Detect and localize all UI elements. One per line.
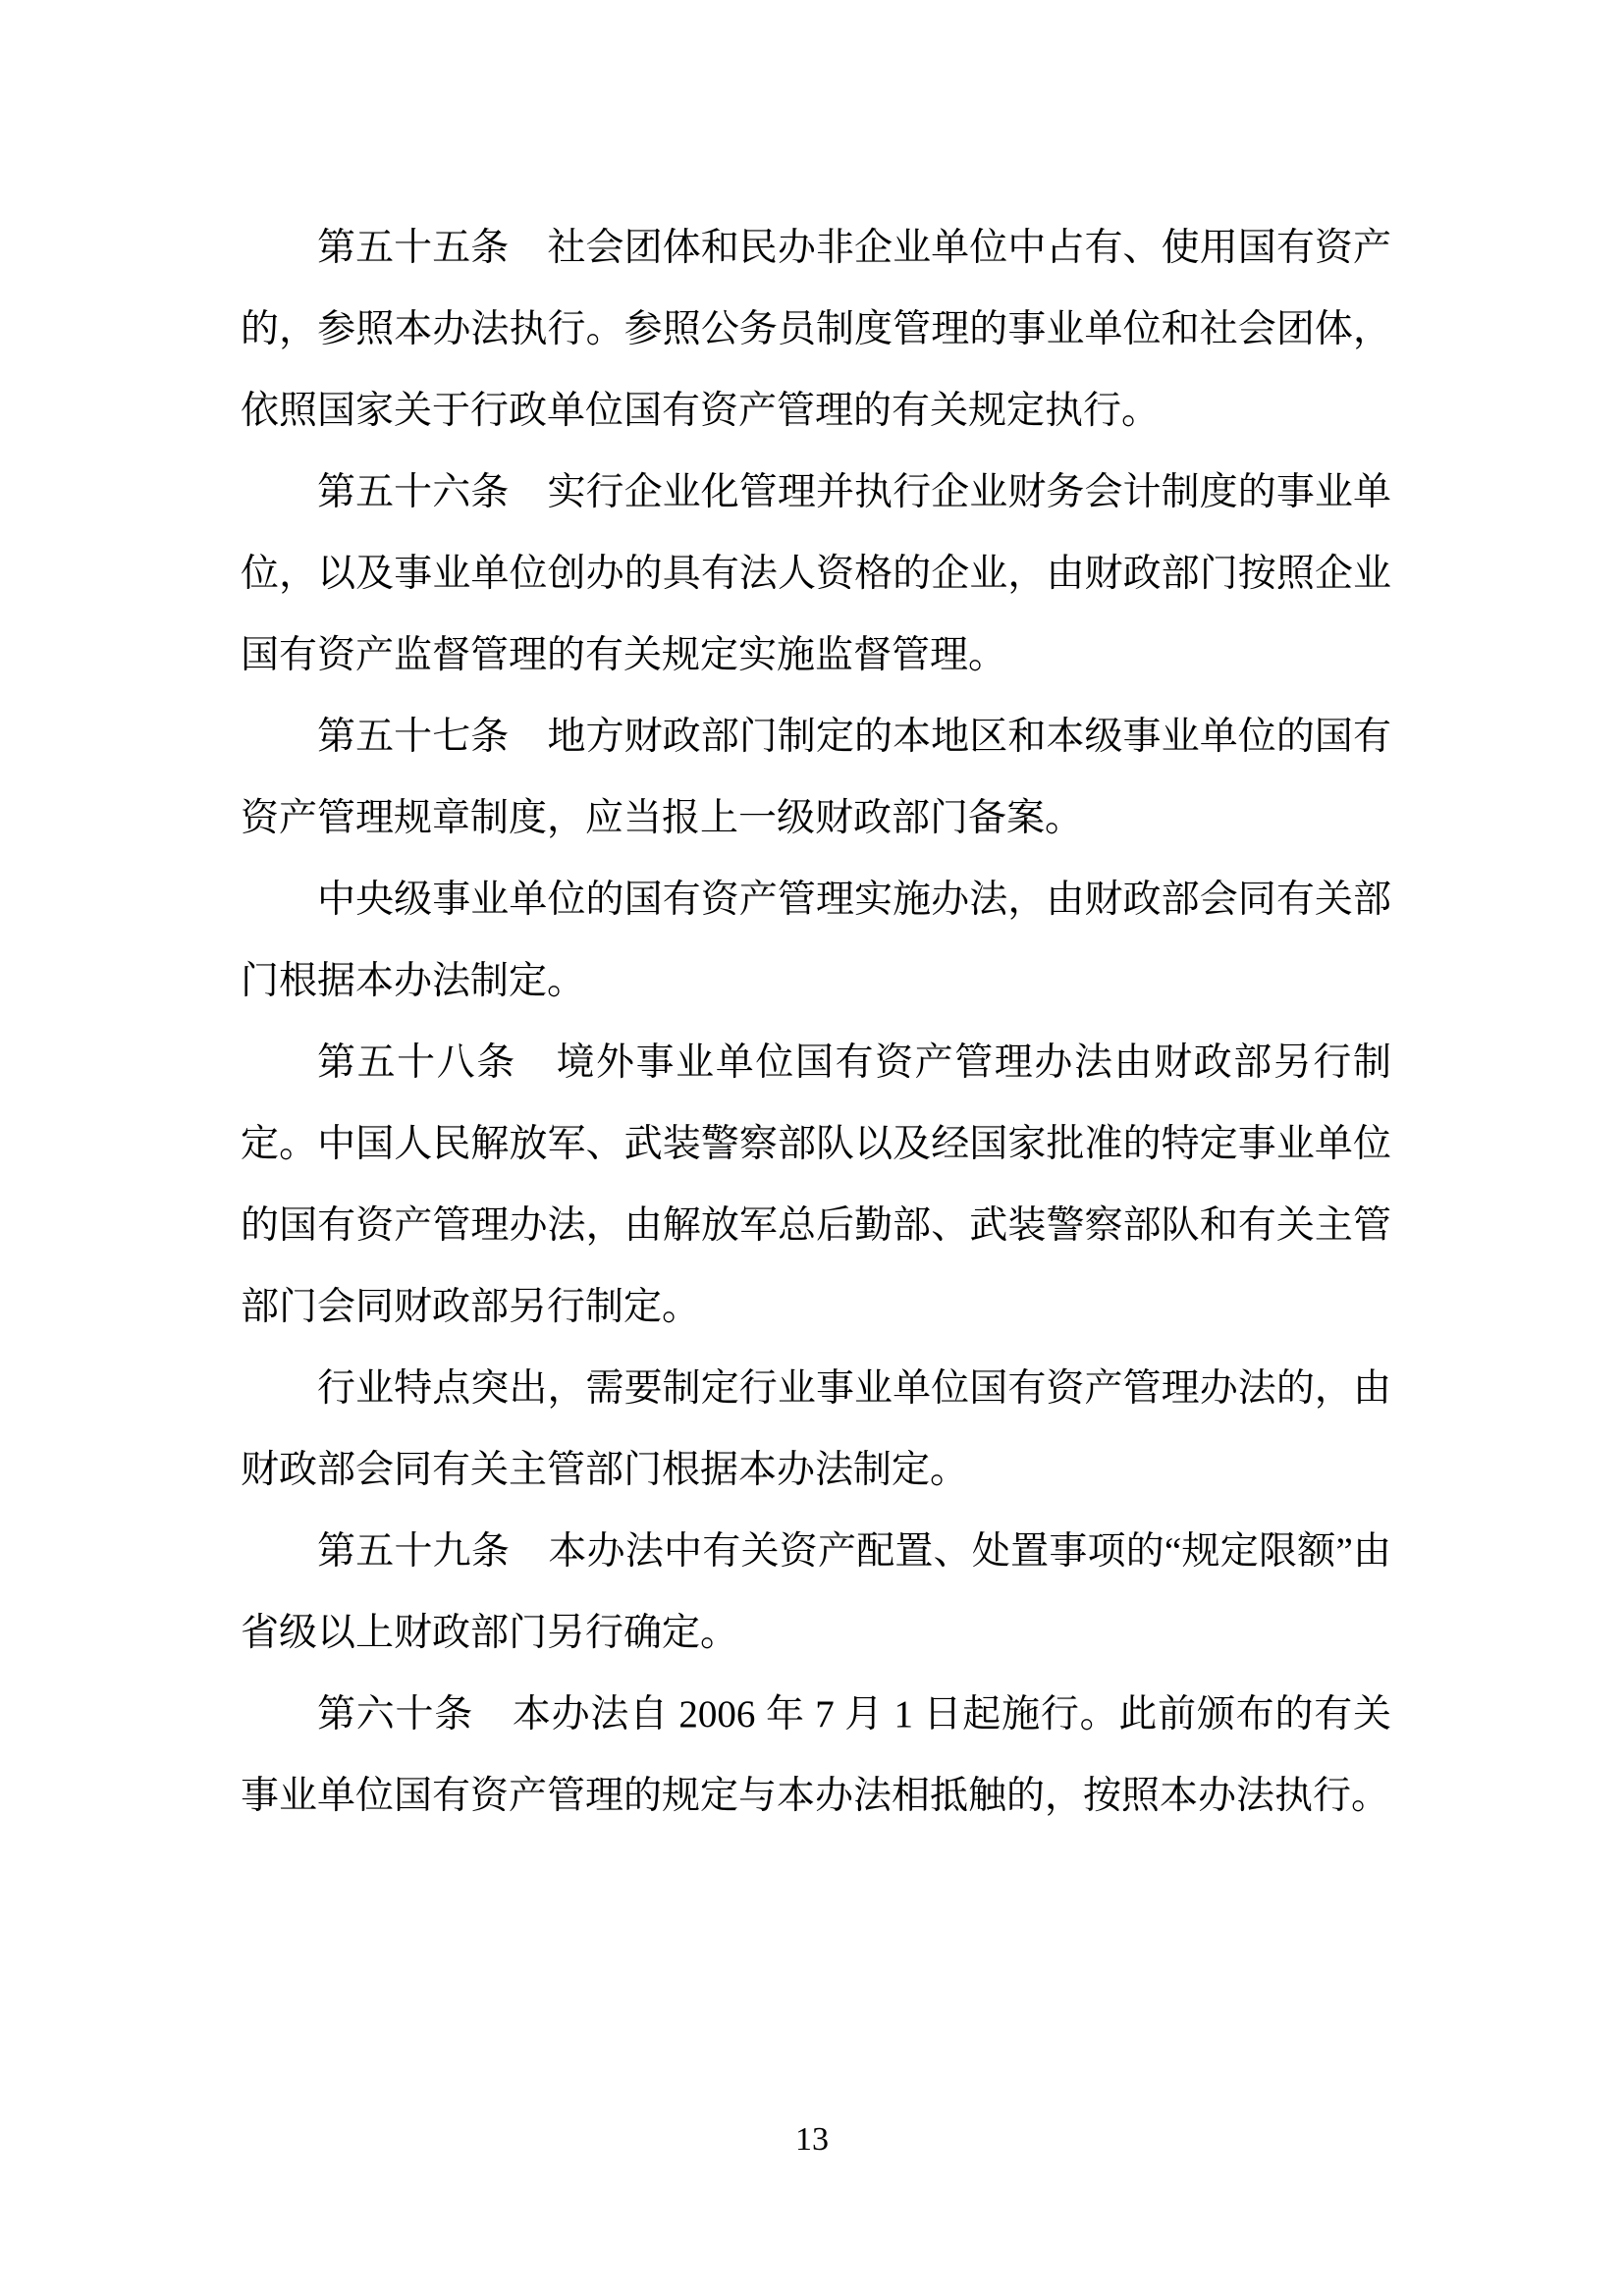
paragraph-article-58: 第五十八条 境外事业单位国有资产管理办法由财政部另行制定。中国人民解放军、武装警察部队以及经国家批准的特定事业单位的国有资产管理办法，由解放军总后勤部、武装警察部队和有关主管部门会同财政部另行制定。	[241, 1041, 1391, 1328]
paragraph-article-56: 第五十六条 实行企业化管理并执行企业财务会计制度的事业单位，以及事业单位创办的具有法人资格的企业，由财政部门按照企业国有资产监督管理的有关规定实施监督管理。	[241, 471, 1391, 676]
paragraph-article-58-sub: 行业特点突出，需要制定行业事业单位国有资产管理办法的，由财政部会同有关主管部门根据本办法制定。	[241, 1367, 1391, 1491]
paragraph-article-55: 第五十五条 社会团体和民办非企业单位中占有、使用国有资产的，参照本办法执行。参照公务员制度管理的事业单位和社会团体，依照国家关于行政单位国有资产管理的有关规定执行。	[241, 227, 1391, 432]
page-number: 13	[795, 2121, 829, 2158]
page-content	[241, 207, 1391, 1837]
paragraph-article-59: 第五十九条 本办法中有关资产配置、处置事项的“规定限额”由省级以上财政部门另行确定。	[241, 1530, 1391, 1654]
paragraph-article-57-sub: 中央级事业单位的国有资产管理实施办法，由财政部会同有关部门根据本办法制定。	[241, 879, 1391, 1002]
paragraph-article-57: 第五十七条 地方财政部门制定的本地区和本级事业单位的国有资产管理规章制度，应当报上一级财政部门备案。	[241, 716, 1391, 839]
paragraph-article-60: 第六十条 本办法自 2006 年 7 月 1 日起施行。此前颁布的有关事业单位国有资产管理的规定与本办法相抵触的，按照本办法执行。	[241, 1693, 1391, 1817]
